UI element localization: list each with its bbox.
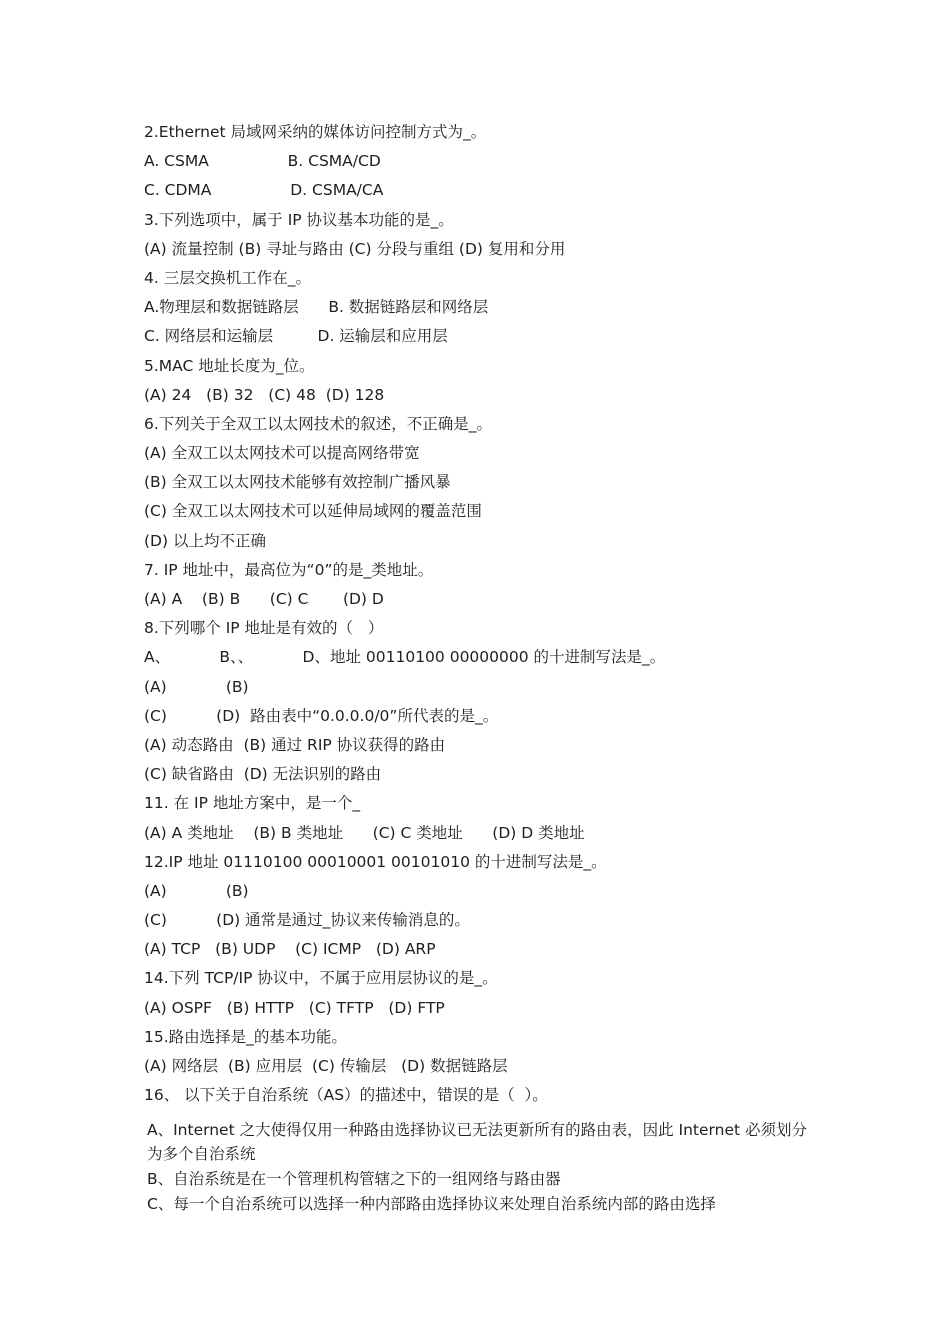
question-16-option-b: B、自治系统是在一个管理机构管辖之下的一组网络与路由器: [147, 1170, 561, 1188]
question-12-options-cd: (C) (D) 通常是通过_协议来传输消息的。: [144, 911, 470, 930]
question-5-options: (A) 24 (B) 32 (C) 48 (D) 128: [144, 385, 385, 404]
question-6: 6.下列关于全双工以太网技术的叙述，不正确是_。: [144, 414, 493, 433]
question-15: 15.路由选择是_的基本功能。: [144, 1027, 347, 1046]
question-9-options-ab: (A) (B): [144, 677, 249, 696]
question-9-options-cd: (C) (D) 路由表中“0.0.0.0/0”所代表的是_。: [144, 706, 499, 725]
question-4-options-cd: C. 网络层和运输层 D. 运输层和应用层: [144, 327, 448, 346]
question-list: [144, 118, 824, 1110]
question-7: 7. IP 地址中，最高位为“0”的是_类地址。: [144, 560, 434, 579]
question-14: 14.下列 TCP/IP 协议中，不属于应用层协议的是_。: [144, 969, 498, 988]
question-8: 8.下列哪个 IP 地址是有效的（ ）: [144, 619, 384, 638]
question-10-options-cd: (C) 缺省路由 (D) 无法识别的路由: [144, 765, 382, 784]
question-6-option-d: (D) 以上均不正确: [144, 531, 266, 550]
question-8-options: A、 B、、 D、地址 00110100 00000000 的十进制写法是_。: [144, 648, 666, 667]
question-11: 11. 在 IP 地址方案中，是一个_: [144, 794, 361, 813]
question-11-options: (A) A 类地址 (B) B 类地址 (C) C 类地址 (D) D 类地址: [144, 823, 585, 842]
question-6-option-c: (C) 全双工以太网技术可以延伸局域网的覆盖范围: [144, 502, 482, 521]
question-5: 5.MAC 地址长度为_位。: [144, 356, 315, 375]
question-3-options: (A) 流量控制 (B) 寻址与路由 (C) 分段与重组 (D) 复用和分用: [144, 239, 566, 258]
question-15-options: (A) 网络层 (B) 应用层 (C) 传输层 (D) 数据链路层: [144, 1057, 508, 1075]
question-12-options-ab: (A) (B): [144, 881, 249, 900]
question-4-options-ab: A.物理层和数据链路层 B. 数据链路层和网络层: [144, 298, 489, 317]
question-16-option-c: C、每一个自治系统可以选择一种内部路由选择协议来处理自治系统内部的路由选择: [147, 1195, 716, 1213]
question-16-option-a: A、Internet 之大使得仅用一种路由选择协议已无法更新所有的路由表，因此 Internet 必须划分为多个自治系统: [147, 1121, 807, 1163]
question-14-options: (A) OSPF (B) HTTP (C) TFTP (D) FTP: [144, 998, 445, 1017]
question-10-options-ab: (A) 动态路由 (B) 通过 RIP 协议获得的路由: [144, 735, 446, 754]
question-6-option-a: (A) 全双工以太网技术可以提高网络带宽: [144, 444, 420, 463]
question-13-options: (A) TCP (B) UDP (C) ICMP (D) ARP: [144, 940, 436, 959]
question-7-options: (A) A (B) B (C) C (D) D: [144, 590, 384, 608]
question-2-options-cd: C. CDMA D. CSMA/CA: [144, 181, 384, 200]
question-12: 12.IP 地址 01110100 00010001 00101010 的十进制写法是_。: [144, 852, 607, 871]
question-2: 2.Ethernet 局域网采纳的媒体访问控制方式为_。: [144, 123, 487, 141]
question-3: 3.下列选项中，属于 IP 协议基本功能的是_。: [144, 210, 454, 229]
question-16: 16、 以下关于自治系统（AS）的描述中，错误的是（ ）。: [144, 1086, 548, 1105]
question-6-option-b: (B) 全双工以太网技术能够有效控制广播风暴: [144, 473, 451, 492]
question-2-options-ab: A. CSMA B. CSMA/CD: [144, 152, 381, 171]
question-4: 4. 三层交换机工作在_。: [144, 268, 311, 287]
